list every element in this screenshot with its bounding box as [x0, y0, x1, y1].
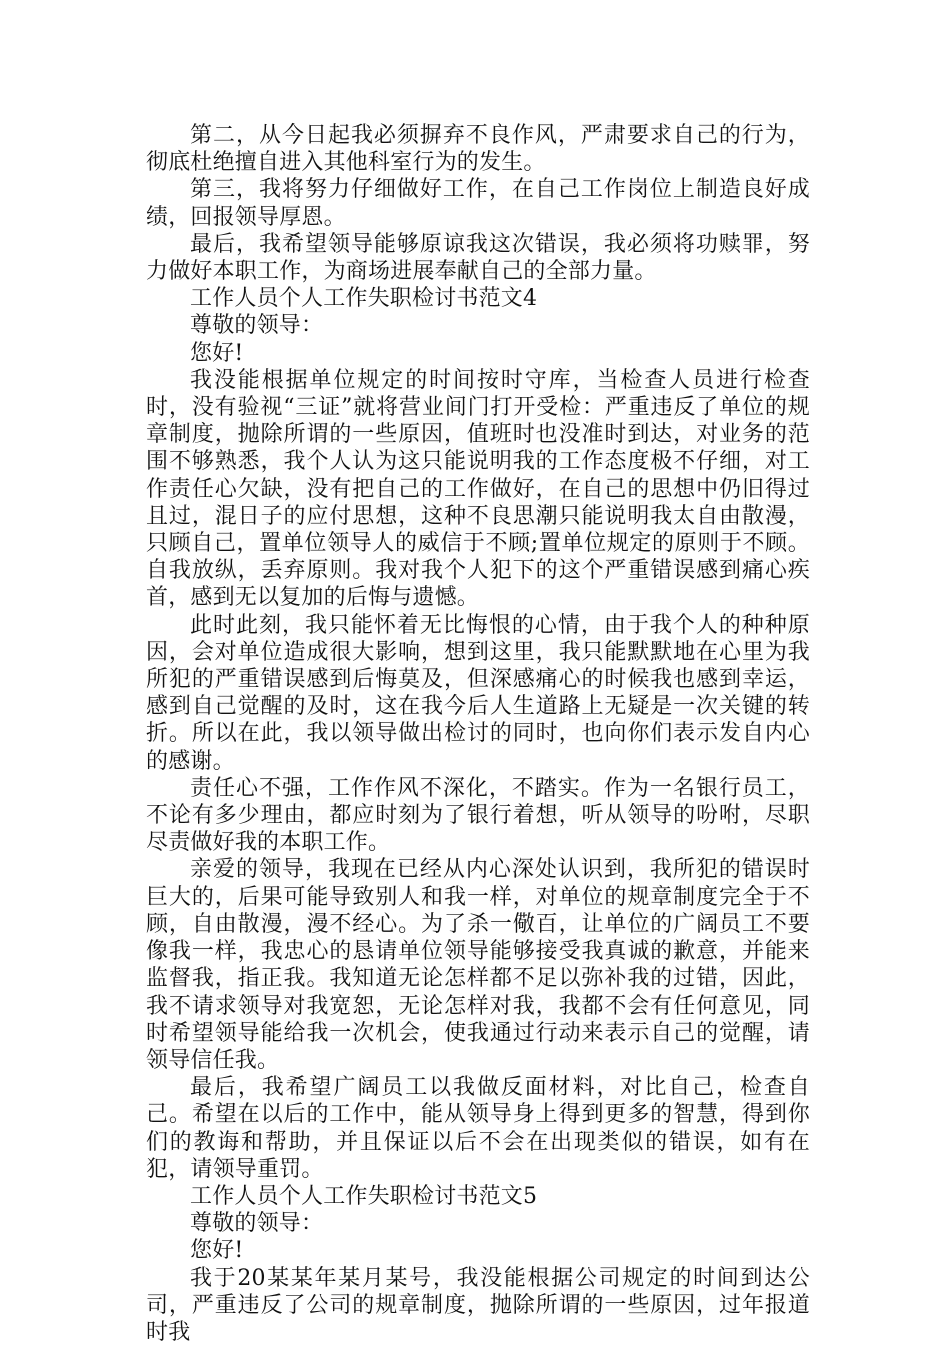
- salutation-5: 尊敬的领导：: [190, 1211, 324, 1237]
- greeting-4: 您好!: [190, 340, 244, 366]
- document-body: [146, 122, 810, 1346]
- section-heading-4: 工作人员个人工作失职检讨书范文4: [190, 286, 538, 312]
- paragraph-body-4c: 责任心不强，工作作风不深化，不踏实。作为一名银行员工，不论有多少理由，都应时刻为了银行着想，听从领导的吩咐，尽职尽责做好我的本职工作。: [146, 775, 810, 856]
- paragraph-closing-1: 最后，我希望领导能够原谅我这次错误，我必须将功赎罪，努力做好本职工作，为商场进展奉献自己的全部力量。: [146, 231, 810, 285]
- paragraph-second-point: 第二，从今日起我必须摒弃不良作风，严肃要求自己的行为，彻底杜绝擅自进入其他科室行为的发生。: [146, 123, 810, 176]
- greeting-5: 您好!: [190, 1238, 244, 1264]
- paragraph-third-point: 第三，我将努力仔细做好工作，在自己工作岗位上制造良好成绩，回报领导厚恩。: [146, 177, 810, 230]
- salutation-4: 尊敬的领导：: [190, 313, 324, 339]
- paragraph-body-4a: 我没能根据单位规定的时间按时守库，当检查人员进行检查时，没有验视“三证”就将营业间门打开受检：严重违反了单位的规章制度，抛除所谓的一些原因，值班时也没准时到达，对业务的范围不够熟悉，我个人认为这只能说明我的工作态度极不仔细，对工作责任心欠缺，没有把自己的工作做好，在自己的思想中仍旧得过且过，混日子的应付思想，这种不良思潮只能说明我太自由散漫，只顾自己，置单位领导人的威信于不顾;置单位规定的原则于不顾。自我放纵，丢弃原则。我对我个人犯下的这个严重错误感到痛心疾首，感到无以复加的后悔与遗憾。: [146, 367, 810, 611]
- section-heading-5: 工作人员个人工作失职检讨书范文5: [190, 1183, 538, 1209]
- paragraph-body-4d: 亲爱的领导，我现在已经从内心深处认识到，我所犯的错误时巨大的，后果可能导致别人和我一样，对单位的规章制度完全于不顾，自由散漫，漫不经心。为了杀一儆百，让单位的广阔员工不要像我一样，我忠心的恳请单位领导能够接受我真诚的歉意，并能来监督我，指正我。我知道无论怎样都不足以弥补我的过错，因此，我不请求领导对我宽恕，无论怎样对我，我都不会有任何意见，同时希望领导能给我一次机会，使我通过行动来表示自己的觉醒，请领导信任我。: [146, 857, 810, 1073]
- paragraph-body-5a: 我于20某某年某月某号，我没能根据公司规定的时间到达公司，严重违反了公司的规章制度，抛除所谓的一些原因，过年报道时我: [146, 1265, 810, 1345]
- paragraph-closing-4: 最后，我希望广阔员工以我做反面材料，对比自己，检查自己。希望在以后的工作中，能从领导身上得到更多的智慧，得到你们的教诲和帮助，并且保证以后不会在出现类似的错误，如有在犯，请领导重罚。: [146, 1075, 810, 1182]
- paragraph-body-4b: 此时此刻，我只能怀着无比悔恨的心情，由于我个人的种种原因，会对单位造成很大影响，想到这里，我只能默默地在心里为我所犯的严重错误感到后悔莫及，但深感痛心的时候我也感到幸运，感到自己觉醒的及时，这在我今后人生道路上无疑是一次关键的转折。所以在此，我以领导做出检讨的同时，也向你们表示发自内心的感谢。: [146, 612, 810, 774]
